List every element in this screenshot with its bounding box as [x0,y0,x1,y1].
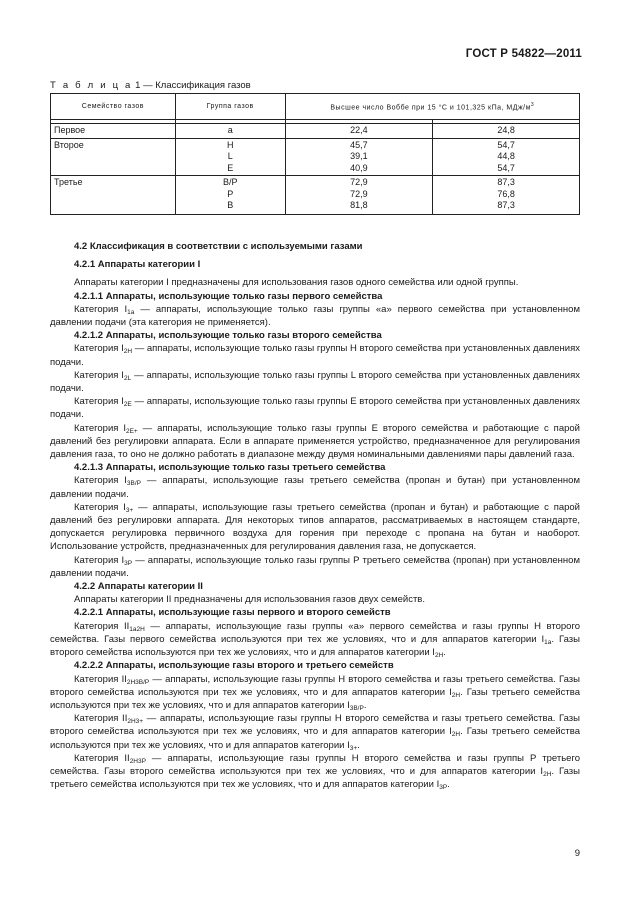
col-header-family: Семейство газов [51,94,176,120]
wobbe-max-value: 54,7 [497,162,515,173]
paragraph: Категория $I_{2E+}$ — аппараты, использующие только газы группы Е второго семейства и работающие с парой давлений без регулировки аппарата. Если в аппарате применяется устройство, предназначенное для регулирования давления газа, то оно не должно работать в диапазоне между двумя номинальными давлениями пары давлений газа. [50,422,580,461]
section-heading: 4.2.1.3 Аппараты, использующие только газы третьего семейства [74,462,386,474]
group-value: B [227,200,234,210]
paragraph: Категория $II_{2H3P}$ — аппараты, использующие газы группы Н второго семейства и газы группы Р третьего семейства. Газы второго семейства используются при тех же условиях, что и для аппаратов категории $I_{2H}$. Газы третьего семейства используются при тех же условиях, что и для аппаратов категории $I_{3P}$. [50,752,580,792]
paragraph: Категория $I_{3P}$ — аппараты, использующие только газы группы Р третьего семейства (пропан) при установленном давлении подачи. [50,554,580,579]
paragraph: Категория $I_{3+}$ — аппараты, использующие газы третьего семейства (пропан и бутан) и работающие с парой давлений без регулировки аппарата. Для некоторых типов аппаратов, рассматриваемых в настоящем стандарте, допускается регулировка первичного воздуха для горения при переходе с пропана на бутан и наоборот. Использование устройств, предназначенных для регулирования давления газа, не допускается. [50,501,580,553]
wobbe-max-value: 87,3 [497,200,515,210]
table-header-row [51,94,580,120]
wobbe-min-value: 72,9 [350,188,368,199]
wobbe-min-value: 22,4 [350,125,368,135]
wobbe-max-value: 54,7 [497,139,515,150]
wobbe-max-value: 44,8 [497,151,515,161]
paragraph: Категория $II_{2H3+}$ — аппараты, использующие газы группы Н второго семейства и газы третьего семейства. Газы второго семейства используются при тех же условиях, что и для аппаратов категории $I_{2H}$. Газы третьего семейства используются при тех же условиях, что и для аппаратов категории $I_{3+}$. [50,713,580,752]
group-value: E [227,162,234,173]
section-heading: 4.2.1.2 Аппараты, использующие только газы второго семейства [74,330,382,342]
table-caption-title: 1 — Классификация газов [132,80,251,91]
cell-group [175,124,285,139]
paragraph: Аппараты категории I предназначены для использования газов одного семейства или одной группы. [74,277,519,289]
table-row [51,124,580,139]
cell-min [285,138,433,176]
wobbe-min-value: 81,8 [350,200,368,210]
cell-family: Третье [51,176,176,215]
col-header-group: Группа газов [175,94,285,120]
paragraph: Категория $II_{2H3B/P}$ — аппараты, использующие газы группы Н второго семейства и газы третьего семейства. Газы второго семейства используются при тех же условиях, что и для аппаратов категории $I_{2H}$. Газы третьего семейства используются при тех же условиях, что и для аппаратов категории $I_{3B/P}$. [50,673,580,712]
table-row [51,176,580,215]
cell-group [175,138,285,176]
wobbe-min-value: 40,9 [350,162,368,173]
table-caption [50,80,251,91]
paragraph: Категория $I_{2H}$ — аппараты, использующие только газы группы Н второго семейства при установленных давлениях подачи. [50,343,580,368]
group-value: L [227,151,233,161]
wobbe-min-value: 39,1 [350,151,368,161]
paragraph: Категория $II_{1a2H}$ — аппараты, использующие газы группы «а» первого семейства и газы группы Н второго семейства. Газы первого семейства используются при тех же условиях, что и для аппаратов категории $I_{1a}$. Газы второго семейства используются при тех же условиях, что и для аппаратов категории $I_{2H}$. [50,620,580,660]
table-caption-label: Т а б л и ц а [50,80,133,91]
page-number: 9 [574,848,580,859]
section-heading: 4.2.2 Аппараты категории II [74,581,203,593]
paragraph: Категория $I_{2E}$ — аппараты, использующие только газы группы Е второго семейства при установленных давлениях подачи. [50,396,580,421]
cell-group [175,176,285,215]
wobbe-max-value: 24,8 [497,125,515,135]
cell-max [433,124,580,139]
section-heading: 4.2.2.2 Аппараты, использующие газы второго и третьего семейств [74,660,394,672]
cell-max [433,176,580,215]
paragraph: Аппараты категории II предназначены для использования газов двух семейств. [74,594,425,606]
document-header: ГОСТ Р 54822—2011 [465,48,582,60]
document-body [50,240,580,791]
paragraph: Категория $I_{3B/P}$ — аппараты, использующие газы третьего семейства (пропан и бутан) при установленном давлении подачи. [50,475,580,500]
wobbe-max-value: 76,8 [497,188,515,199]
gas-classification-table [50,93,580,215]
cell-min [285,124,433,139]
paragraph: Категория $I_{1a}$ — аппараты, использующие только газы группы «а» первого семейства при установленном давлении подачи (эта категория не применяется). [50,303,580,329]
wobbe-min-value: 45,7 [350,139,368,150]
section-heading: 4.2.1 Аппараты категории I [74,259,201,271]
group-value: B/P [222,177,238,187]
cell-family: Первое [51,124,176,139]
section-heading: 4.2.2.1 Аппараты, использующие газы первого и второго семейств [74,607,391,619]
group-value: P [227,188,234,199]
table-row [51,138,580,176]
section-heading: 4.2 Классификация в соответствии с используемыми газами [74,241,363,252]
group-value: a [227,125,233,135]
paragraph: Категория $I_{2L}$ — аппараты, использующие только газы группы L второго семейства при установленных давлениях подачи. [50,369,580,395]
section-heading: 4.2.1.1 Аппараты, использующие только газы первого семейства [74,290,383,302]
group-value: H [226,139,234,150]
wobbe-min-value: 72,9 [350,177,368,187]
cell-family: Второе [51,138,176,176]
col-header-wobbe-text: Высшее число Воббе при 15 °С и 101,325 кПа, МДж/м [330,104,531,112]
col-header-wobbe [285,94,579,120]
wobbe-max-value: 87,3 [497,177,515,187]
col-header-wobbe-sup: 3 [530,101,535,108]
cell-min [285,176,433,215]
cell-max [433,138,580,176]
